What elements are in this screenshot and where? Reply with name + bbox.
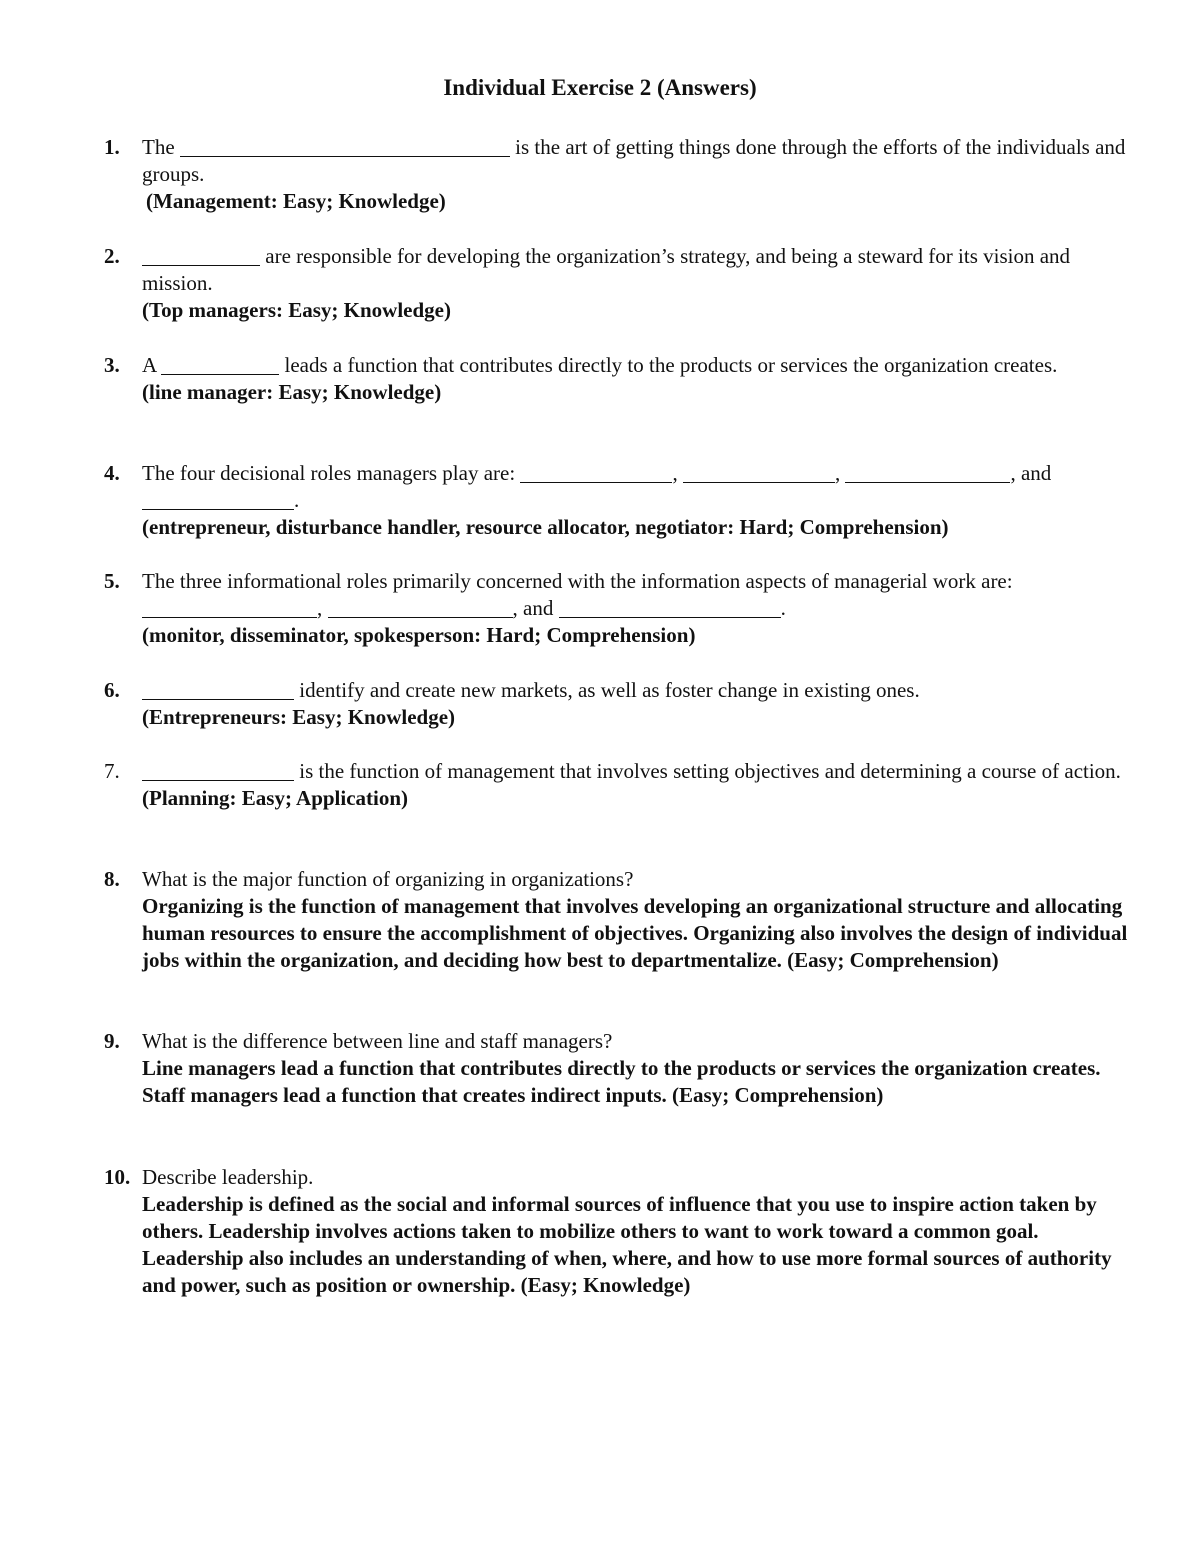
- answer-blank: [142, 245, 260, 266]
- page-title: Individual Exercise 2 (Answers): [443, 75, 757, 100]
- answer-key: (line manager: Easy; Knowledge): [142, 380, 442, 404]
- question-number: 6.: [104, 678, 120, 702]
- answer-blank: [180, 136, 510, 157]
- question-text-pre: The four decisional roles managers play are:: [142, 461, 516, 485]
- answer-key: (entrepreneur, disturbance handler, resource allocator, negotiator: Hard; Comprehension): [142, 515, 949, 539]
- separator: ,: [317, 596, 323, 620]
- answer-key: Leadership is defined as the social and informal sources of influence that you use to inspire action taken by others. Leadership involves actions taken to mobilize others to want to work toward a common goal. Leadership also includes an understanding of when, where, and how to use more formal sources of authority and power, such as position or ownership. (Easy; Knowledge): [142, 1192, 1112, 1297]
- answer-key: (monitor, disseminator, spokesperson: Hard; Comprehension): [142, 623, 696, 647]
- question-number: 5.: [104, 569, 120, 593]
- question-text-post: is the art of getting things done through the efforts of the individuals and groups.: [142, 135, 1126, 186]
- question-10: [104, 1164, 1134, 1299]
- answer-key: Line managers lead a function that contributes directly to the products or services the organization creates. Staff managers lead a function that creates indirect inputs. (Easy; Comprehension): [142, 1056, 1101, 1107]
- question-text-post: are responsible for developing the organization’s strategy, and being a steward for its vision and mission.: [142, 244, 1071, 295]
- question-number: 8.: [104, 867, 120, 891]
- separator-and: , and: [1010, 461, 1052, 485]
- separator: ,: [672, 461, 678, 485]
- answer-blank: [520, 462, 672, 483]
- question-text-post: is the function of management that involves setting objectives and determining a course of action.: [299, 759, 1121, 783]
- question-3: [104, 352, 1134, 406]
- question-number: 3.: [104, 353, 120, 377]
- answer-blank: [142, 679, 294, 700]
- question-number: 4.: [104, 461, 120, 485]
- question-text: What is the difference between line and staff managers?: [142, 1029, 613, 1053]
- question-text-post: leads a function that contributes directly to the products or services the organization creates.: [284, 353, 1058, 377]
- answer-key: (Entrepreneurs: Easy; Knowledge): [142, 705, 456, 729]
- question-number: 9.: [104, 1029, 120, 1053]
- answer-blank: [142, 597, 317, 618]
- question-7: [104, 758, 1134, 812]
- answer-blank: [328, 597, 513, 618]
- separator: ,: [834, 461, 841, 485]
- question-text-pre: The three informational roles primarily concerned with the information aspects of managerial work are:: [142, 569, 1013, 593]
- answer-blank: [142, 760, 294, 781]
- question-text-pre: The: [142, 135, 175, 159]
- question-text-pre: A: [142, 353, 157, 377]
- question-text-post: identify and create new markets, as well as foster change in existing ones.: [299, 678, 920, 702]
- answer-blank: [161, 354, 279, 375]
- answer-key: (Planning: Easy; Application): [142, 786, 409, 810]
- question-number: 7.: [104, 759, 120, 783]
- question-text: What is the major function of organizing in organizations?: [142, 867, 634, 891]
- answer-key: (Management: Easy; Knowledge): [146, 189, 446, 213]
- terminator: .: [780, 596, 786, 620]
- question-8: [104, 866, 1134, 974]
- question-9: [104, 1028, 1134, 1109]
- question-number: 10.: [104, 1165, 131, 1189]
- question-6: [104, 677, 1134, 731]
- question-4: [104, 460, 1134, 541]
- separator-and: , and: [512, 596, 554, 620]
- question-number: 1.: [104, 135, 120, 159]
- answer-blank: [845, 462, 1010, 483]
- answer-key: (Top managers: Easy; Knowledge): [142, 298, 451, 322]
- question-5: [104, 568, 1134, 649]
- answer-blank: [142, 489, 294, 510]
- question-2: [104, 243, 1134, 324]
- answer-key: Organizing is the function of management that involves developing an organizational structure and allocating human resources to ensure the accomplishment of objectives. Organizing also involves the design of individual jobs within the organization, and deciding how best to departmentalize. (Easy; Comprehension): [142, 894, 1128, 972]
- answer-blank: [559, 597, 781, 618]
- terminator: .: [294, 488, 300, 512]
- question-text: Describe leadership.: [142, 1165, 314, 1189]
- answer-blank: [683, 462, 835, 483]
- question-number: 2.: [104, 244, 120, 268]
- question-1: [104, 134, 1134, 215]
